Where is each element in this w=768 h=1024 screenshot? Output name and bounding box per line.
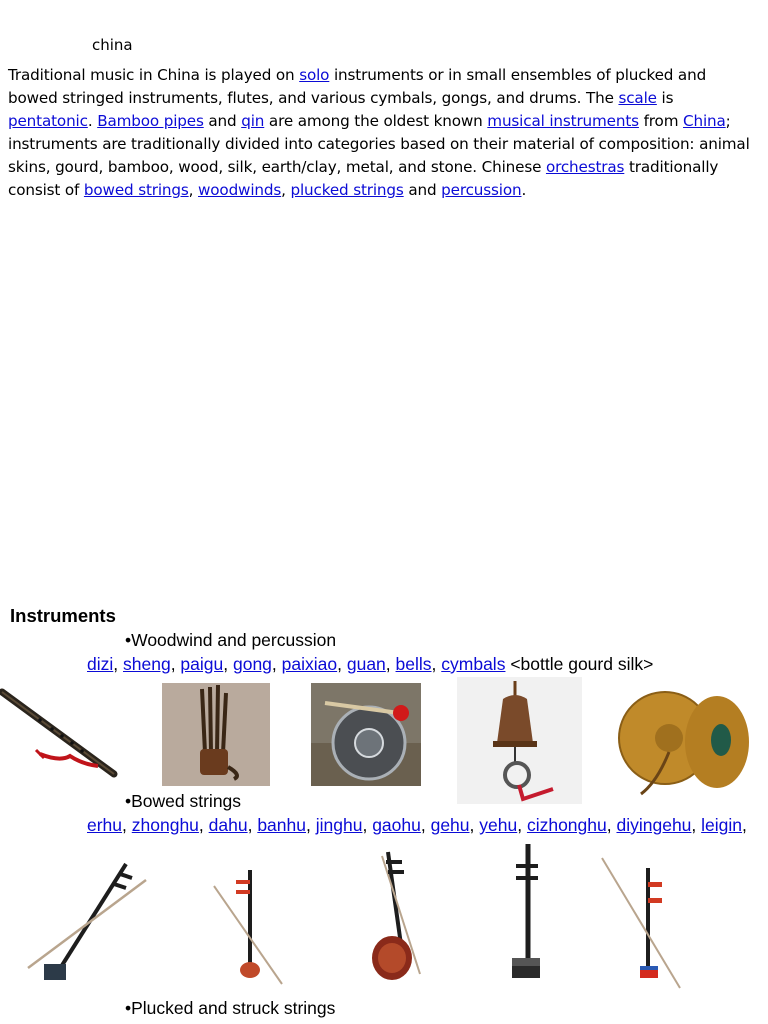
link-bowed-strings[interactable]: bowed strings	[83, 181, 189, 199]
link-diyingehu[interactable]: diyingehu	[616, 815, 692, 835]
intro-text: ; instruments are traditionally divided into categories based on their material of composition: animal skins, gourd, bamboo, wood, silk, earth/clay, metal, and stone. Chinese	[8, 112, 750, 176]
intro-text: traditionally consist of	[8, 158, 719, 199]
link-plucked-strings[interactable]: plucked strings	[290, 181, 404, 199]
link-gehu[interactable]: gehu	[430, 815, 470, 835]
intro-paragraph	[8, 64, 760, 202]
link-gaohu[interactable]: gaohu	[372, 815, 421, 835]
link-orchestras[interactable]: orchestras	[545, 158, 625, 176]
woodwind-bullet: •Woodwind and percussion	[125, 630, 337, 650]
link-dahu[interactable]: dahu	[208, 815, 248, 835]
link-musical-instruments[interactable]: musical instruments	[487, 112, 639, 130]
link-jinghu[interactable]: jinghu	[315, 815, 363, 835]
bell-image	[457, 677, 582, 804]
sheng-image	[162, 683, 270, 786]
link-paigu[interactable]: paigu	[180, 654, 224, 674]
link-dizi[interactable]: dizi	[87, 654, 114, 674]
link-cymbals[interactable]: cymbals	[441, 654, 506, 674]
zhonghu-image	[212, 866, 288, 988]
intro-text: Traditional music in China is played on	[8, 66, 300, 84]
link-china[interactable]: China	[683, 112, 726, 130]
intro-text: is	[656, 89, 674, 107]
intro-text: ,	[188, 181, 199, 199]
instruments-heading: Instruments	[10, 605, 116, 626]
gaohu-image	[598, 854, 684, 992]
intro-text: .	[87, 112, 98, 130]
dizi-flute-image	[0, 686, 118, 781]
link-zhonghu[interactable]: zhonghu	[131, 815, 199, 835]
page-title: china	[92, 36, 133, 54]
intro-text: ,	[281, 181, 291, 199]
link-qin[interactable]: qin	[241, 112, 265, 130]
jinghu-image	[498, 840, 558, 986]
intro-text: .	[521, 181, 527, 199]
intro-text: and	[203, 112, 242, 130]
link-percussion[interactable]: percussion	[441, 181, 522, 199]
cymbals-image	[617, 686, 751, 804]
link-paixiao[interactable]: paixiao	[281, 654, 338, 674]
link-yehu[interactable]: yehu	[479, 815, 518, 835]
link-sheng[interactable]: sheng	[123, 654, 171, 674]
link-leigin[interactable]: leigin	[701, 815, 743, 835]
bowed-link-list: erhu, zhonghu, dahu, banhu, jinghu, gaohu, gehu, yehu, cizhonghu, diyingehu, leigin,	[87, 815, 747, 835]
link-guan[interactable]: guan	[346, 654, 386, 674]
gong-image	[311, 683, 421, 786]
intro-text: from	[638, 112, 684, 130]
link-pentatonic[interactable]: pentatonic	[8, 112, 88, 130]
link-cizhonghu[interactable]: cizhonghu	[526, 815, 607, 835]
plucked-bullet: •Plucked and struck strings	[125, 998, 336, 1018]
link-scale[interactable]: scale	[618, 89, 657, 107]
link-erhu[interactable]: erhu	[87, 815, 123, 835]
intro-text: are among the oldest known	[264, 112, 488, 130]
link-woodwinds[interactable]: woodwinds	[198, 181, 282, 199]
link-bamboo-pipes[interactable]: Bamboo pipes	[97, 112, 204, 130]
erhu-image	[22, 858, 150, 986]
material-note: <bottle gourd silk>	[505, 654, 654, 674]
banhu-image	[364, 846, 434, 988]
link-gong[interactable]: gong	[232, 654, 272, 674]
woodwind-link-list: dizi, sheng, paigu, gong, paixiao, guan, bells, cymbals <bottle gourd silk>	[87, 654, 654, 674]
link-bells[interactable]: bells	[395, 654, 432, 674]
intro-text: instruments or in small ensembles of plucked and bowed stringed instruments, flutes, and various cymbals, gongs, and drums. The	[8, 66, 707, 107]
intro-text: and	[403, 181, 442, 199]
link-solo[interactable]: solo	[299, 66, 330, 84]
link-banhu[interactable]: banhu	[257, 815, 306, 835]
bowed-bullet: •Bowed strings	[125, 791, 242, 811]
